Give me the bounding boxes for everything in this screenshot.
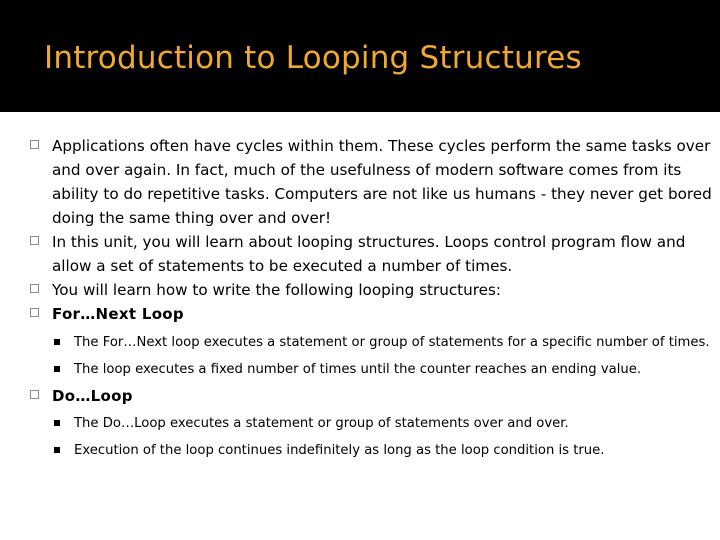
filled-square-bullet-icon: [54, 420, 60, 426]
sub-bullet-text: Execution of the loop continues indefinitely as long as the loop condition is true.: [74, 443, 605, 458]
square-bullet-icon: [30, 390, 39, 399]
sub-bullet-text: The loop executes a fixed number of times until the counter reaches an ending value.: [74, 362, 642, 377]
bullet-item: [30, 278, 716, 302]
sub-bullet-item: [30, 413, 716, 434]
bullet-text: You will learn how to write the following looping structures:: [52, 281, 502, 299]
square-bullet-icon: [30, 308, 39, 317]
filled-square-bullet-icon: [54, 339, 60, 345]
bullet-text: Applications often have cycles within them. These cycles perform the same tasks over and over again. In fact, much of the usefulness of modern software comes from its ability to do repetitive tasks. Computers are not like us humans - they never get bored doing the same thing over and over!: [52, 137, 712, 227]
sub-bullet-text: The For…Next loop executes a statement or group of statements for a specific number of times.: [74, 335, 710, 350]
sub-list: [30, 413, 716, 461]
bullet-text: In this unit, you will learn about looping structures. Loops control program flow and allow a set of statements to be executed a number of times.: [52, 233, 686, 275]
filled-square-bullet-icon: [54, 447, 60, 453]
bullet-item: [30, 134, 716, 230]
sub-list: [30, 332, 716, 380]
square-bullet-icon: [30, 140, 39, 149]
sub-bullet-text: The Do…Loop executes a statement or group of statements over and over.: [74, 416, 569, 431]
filled-square-bullet-icon: [54, 366, 60, 372]
bullet-item: [30, 230, 716, 278]
section-heading-text: For…Next Loop: [52, 305, 184, 323]
sub-bullet-item: [30, 440, 716, 461]
slide-title: Introduction to Looping Structures: [44, 40, 582, 76]
title-bar: [0, 0, 720, 112]
sub-bullet-item: [30, 332, 716, 353]
square-bullet-icon: [30, 236, 39, 245]
section-heading-do-loop: [30, 384, 716, 408]
square-bullet-icon: [30, 284, 39, 293]
section-heading-for-next: [30, 302, 716, 326]
section-heading-text: Do…Loop: [52, 387, 133, 405]
slide-body: [30, 134, 716, 461]
sub-bullet-item: [30, 359, 716, 380]
